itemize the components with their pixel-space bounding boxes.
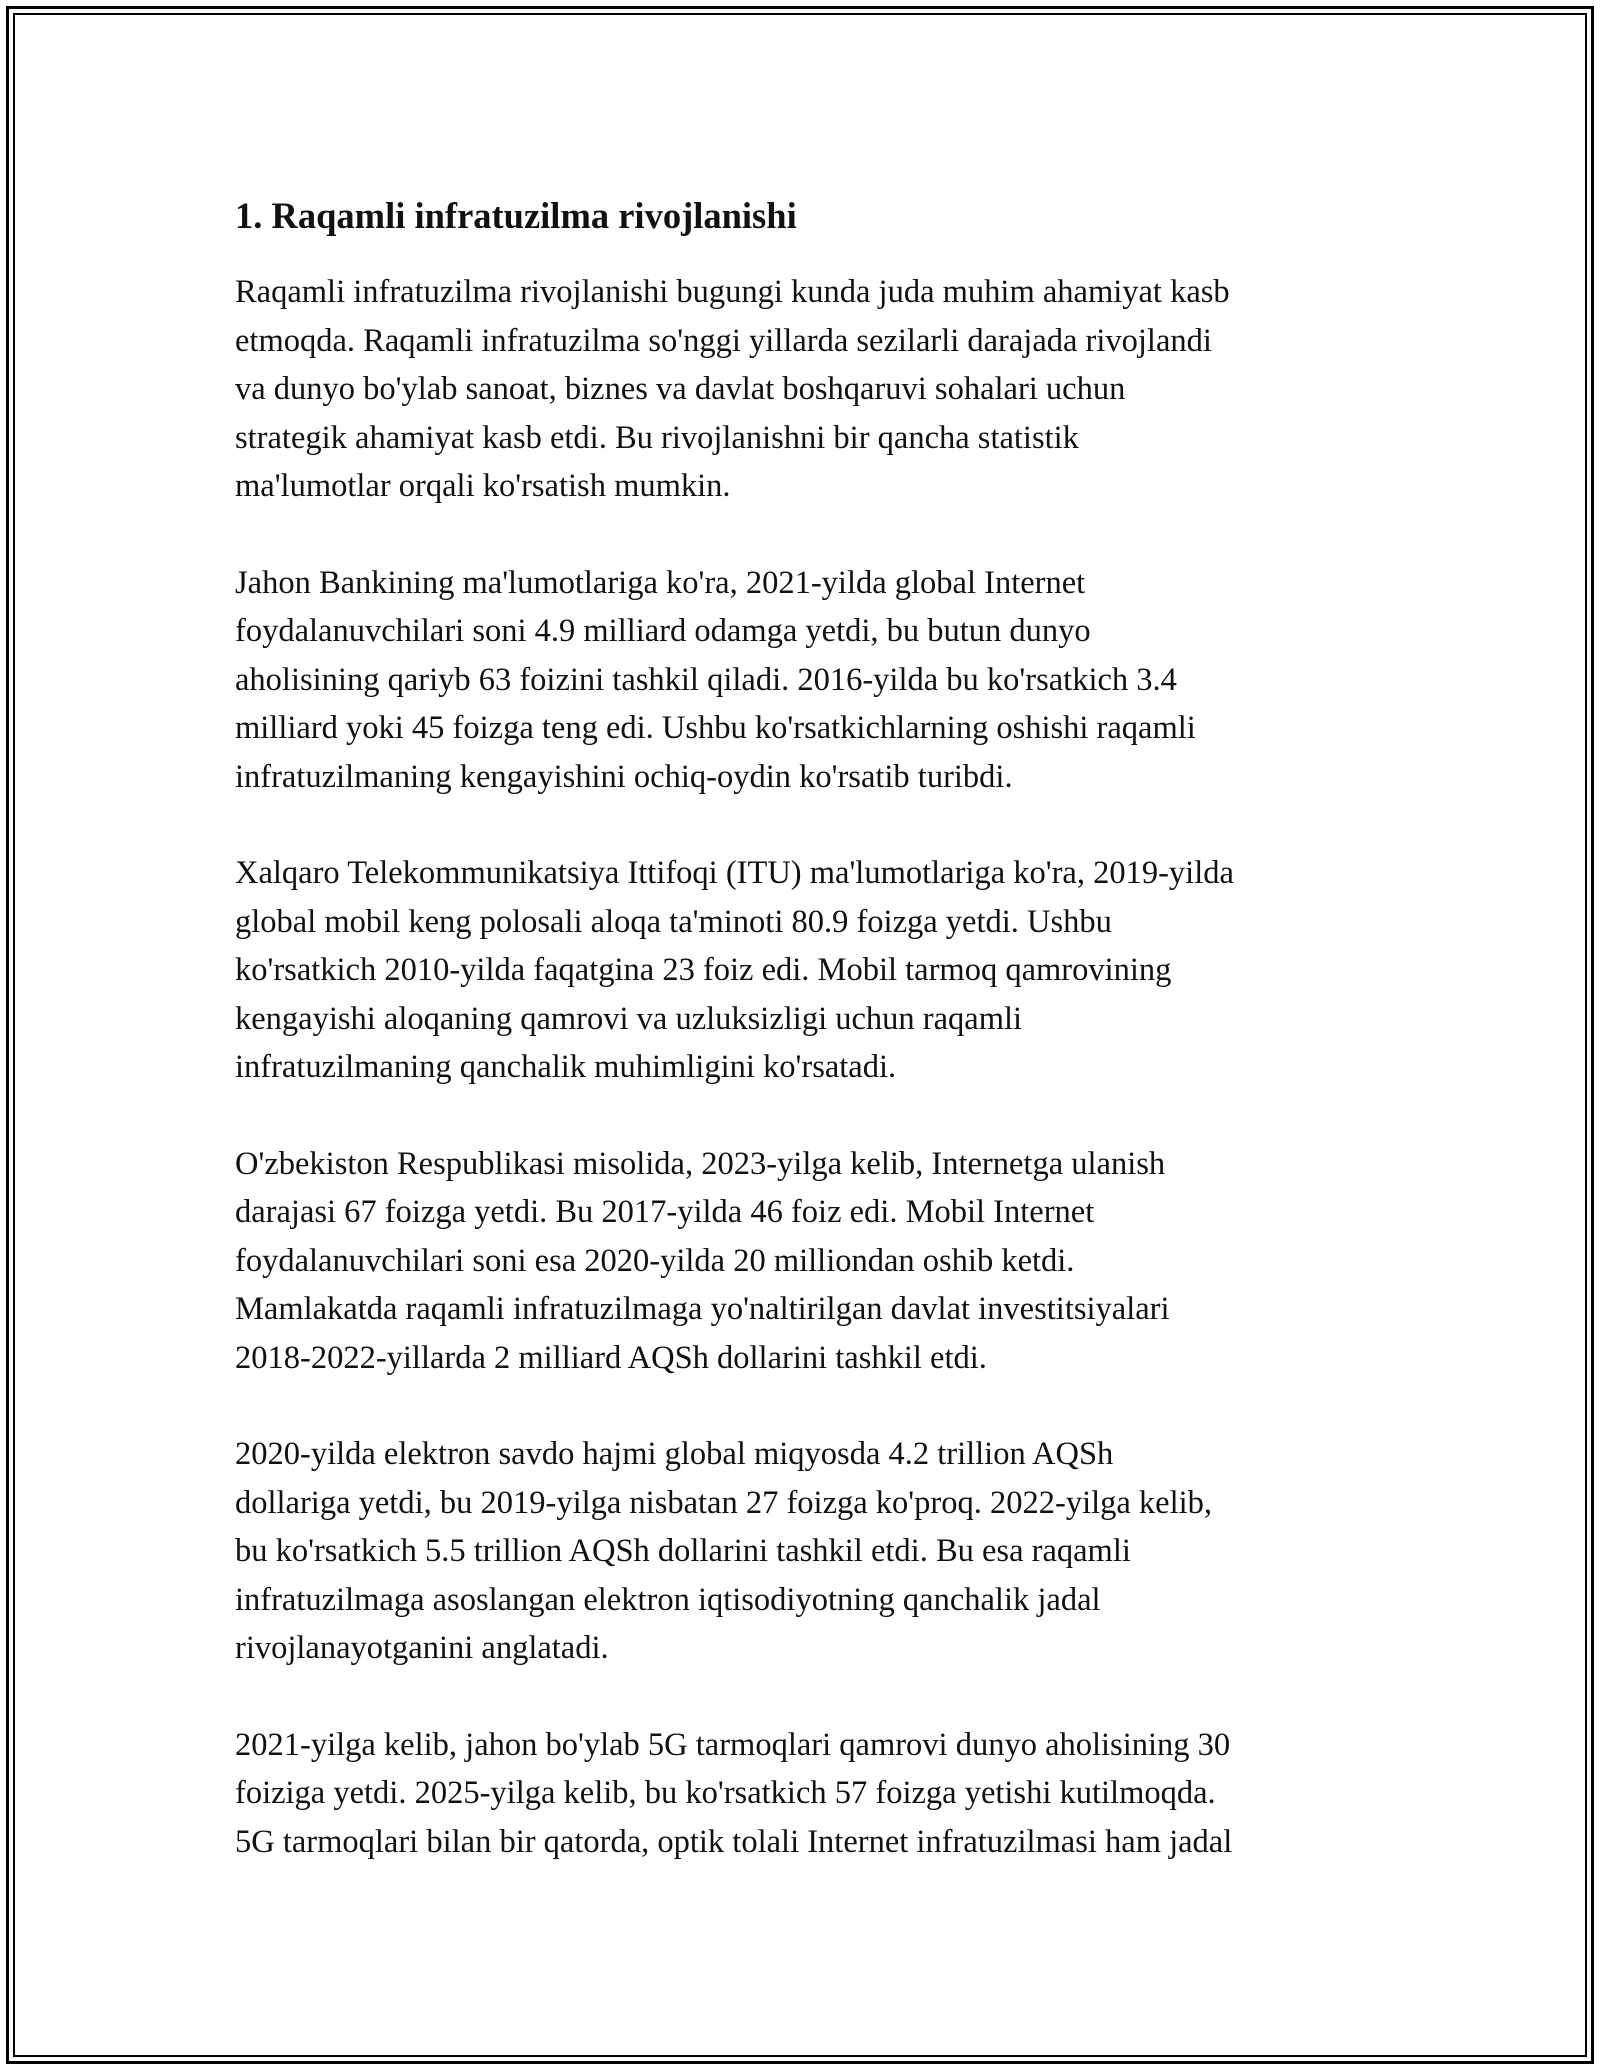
text-line: va dunyo bo'ylab sanoat, biznes va davlat boshqaruvi sohalari uchun — [235, 371, 1126, 407]
text-line: foiziga yetdi. 2025-yilga kelib, bu ko'rsatkich 57 foizga yetishi kutilmoqda. — [235, 1775, 1216, 1811]
text-line: infratuzilmaga asoslangan elektron iqtisodiyotning qanchalik jadal — [235, 1581, 1101, 1618]
text-line: infratuzilmaning qanchalik muhimligini ko'rsatadi. — [235, 1049, 897, 1085]
paragraph-itu — [235, 849, 1375, 1092]
text-line: rivojlanayotganini anglatadi. — [235, 1630, 609, 1666]
paragraph-intro — [235, 268, 1375, 511]
text-line: O'zbekiston Respublikasi misolida, 2023-yilga kelib, Internetga ulanish — [235, 1145, 1166, 1182]
text-line: Raqamli infratuzilma rivojlanishi bugungi kunda juda muhim ahamiyat kasb — [235, 274, 1230, 310]
paragraph-5g — [235, 1721, 1375, 1867]
paragraph-uzbekistan — [235, 1140, 1375, 1383]
text-line: bu ko'rsatkich 5.5 trillion AQSh dollarini tashkil etdi. Bu esa raqamli — [235, 1533, 1131, 1569]
text-line: etmoqda. Raqamli infratuzilma so'nggi yillarda sezilarli darajada rivojlandi — [235, 322, 1212, 359]
text-line: aholisining qariyb 63 foizini tashkil qiladi. 2016-yilda bu ko'rsatkich 3.4 — [235, 661, 1177, 698]
paragraph-ecommerce — [235, 1430, 1375, 1673]
text-line: ma'lumotlar orqali ko'rsatish mumkin. — [235, 468, 731, 504]
text-line: dollariga yetdi, bu 2019-yilga nisbatan 27 foizga ko'proq. 2022-yilga kelib, — [235, 1484, 1213, 1521]
text-line: strategik ahamiyat kasb etdi. Bu rivojlanishni bir qancha statistik — [235, 419, 1079, 456]
text-line: Mamlakatda raqamli infratuzilmaga yo'naltirilgan davlat investitsiyalari — [235, 1291, 1170, 1327]
text-line: foydalanuvchilari soni esa 2020-yilda 20 milliondan oshib ketdi. — [235, 1242, 1075, 1279]
document-body — [235, 190, 1375, 1866]
text-line: milliard yoki 45 foizga teng edi. Ushbu ko'rsatkichlarning oshishi raqamli — [235, 710, 1196, 746]
text-line: global mobil keng polosali aloqa ta'minoti 80.9 foizga yetdi. Ushbu — [235, 903, 1112, 940]
text-line: 2018-2022-yillarda 2 milliard AQSh dollarini tashkil etdi. — [235, 1339, 987, 1376]
section-heading: 1. Raqamli infratuzilma rivojlanishi — [235, 195, 797, 236]
text-line: 2021-yilga kelib, jahon bo'ylab 5G tarmoqlari qamrovi dunyo aholisining 30 — [235, 1726, 1231, 1763]
text-line: ko'rsatkich 2010-yilda faqatgina 23 foiz edi. Mobil tarmoq qamrovining — [235, 952, 1172, 988]
text-line: foydalanuvchilari soni 4.9 milliard odamga yetdi, bu butun dunyo — [235, 613, 1091, 649]
text-line: Jahon Bankining ma'lumotlariga ko'ra, 2021-yilda global Internet — [235, 564, 1086, 601]
text-line: Xalqaro Telekommunikatsiya Ittifoqi (ITU) ma'lumotlariga ko'ra, 2019-yilda — [235, 855, 1234, 891]
text-line: 5G tarmoqlari bilan bir qatorda, optik tolali Internet infratuzilmasi ham jadal — [235, 1823, 1233, 1860]
text-line: infratuzilmaning kengayishini ochiq-oydin ko'rsatib turibdi. — [235, 758, 1013, 795]
text-line: darajasi 67 foizga yetdi. Bu 2017-yilda 46 foiz edi. Mobil Internet — [235, 1194, 1095, 1230]
paragraph-world-bank — [235, 559, 1375, 802]
text-line: kengayishi aloqaning qamrovi va uzluksizligi uchun raqamli — [235, 1000, 1023, 1037]
text-line: 2020-yilda elektron savdo hajmi global miqyosda 4.2 trillion AQSh — [235, 1436, 1114, 1472]
